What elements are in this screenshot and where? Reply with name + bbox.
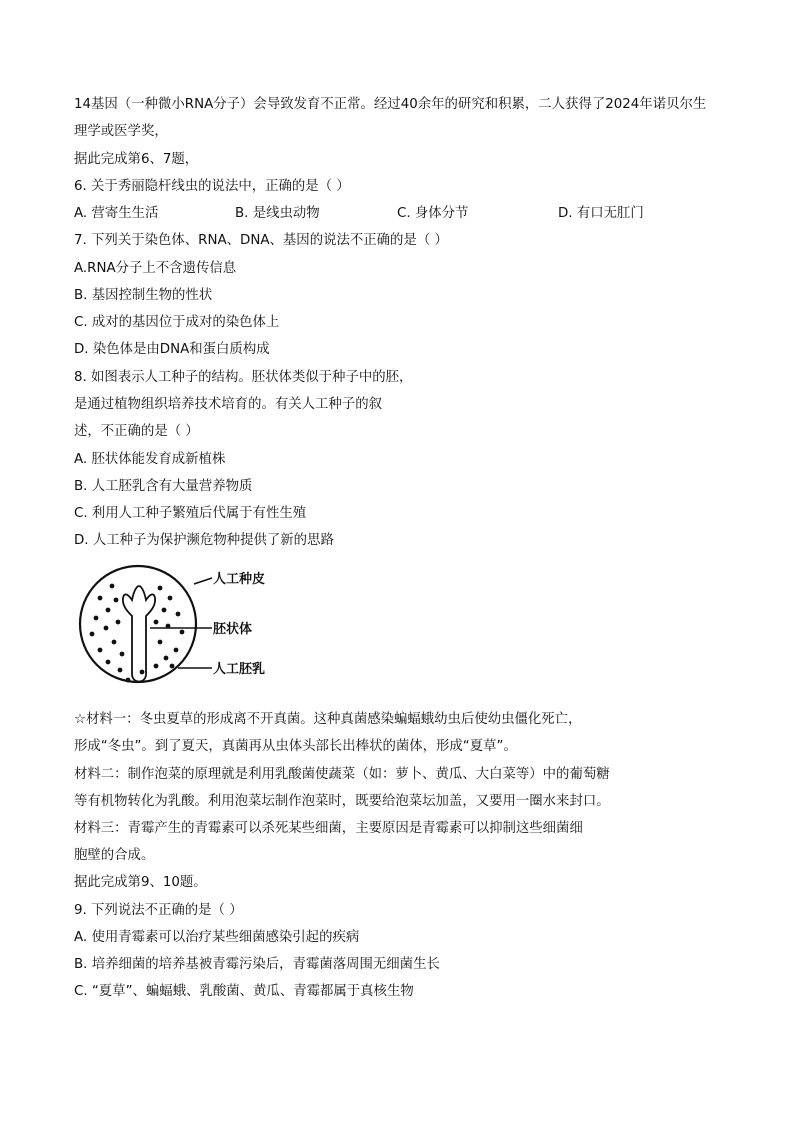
endosperm-dot	[162, 608, 167, 613]
q6-option-b: B. 是线虫动物	[235, 206, 320, 221]
endosperm-dot	[98, 648, 103, 653]
q8-option-a: A. 胚状体能发育成新植株	[74, 452, 226, 467]
endosperm-dot	[158, 640, 163, 645]
endosperm-dot	[164, 656, 169, 661]
q6-stem: 6. 关于秀丽隐杆线虫的说法中，正确的是（ ）	[74, 179, 350, 194]
q7-option-b: B. 基因控制生物的性状	[74, 288, 213, 303]
material-1-line-2: 形成“冬虫”。到了夏天，真菌再从虫体头部长出棒状的菌体，形成“夏草”。	[74, 739, 517, 754]
material-3-line-1: 材料三：青霉产生的青霉素可以杀死某些细菌，主要原因是青霉素可以抑制这些细菌细	[74, 821, 583, 836]
endosperm-dot	[158, 586, 163, 591]
endosperm-dot	[174, 648, 179, 653]
endosperm-dot	[118, 668, 123, 673]
embryoid-shape	[123, 586, 155, 682]
endosperm-dot	[114, 598, 119, 603]
endosperm-dot	[116, 620, 121, 625]
intro-line-3: 据此完成第6、7题，	[74, 152, 199, 167]
endosperm-dot	[110, 584, 115, 589]
endosperm-dot	[98, 596, 103, 601]
seed-coat-circle	[80, 566, 196, 682]
endosperm-dot	[170, 664, 175, 669]
materials-lead: 据此完成第9、10题。	[74, 875, 207, 890]
endosperm-dot	[104, 626, 109, 631]
q7-option-d: D. 染色体是由DNA和蛋白质构成	[74, 342, 270, 357]
q8-option-d: D. 人工种子为保护濒危物种提供了新的思路	[74, 533, 334, 548]
q8-option-c: C. 利用人工种子繁殖后代属于有性生殖	[74, 506, 307, 521]
endosperm-dot	[106, 660, 111, 665]
q8-stem-1: 8. 如图表示人工种子的结构。胚状体类似于种子中的胚，	[74, 370, 413, 385]
q7-option-a: A.RNA分子上不含遗传信息	[74, 261, 237, 276]
material-1-line-1: ☆材料一：冬虫夏草的形成离不开真菌。这种真菌感染蝙蝠蛾幼虫后使幼虫僵化死亡，	[74, 712, 582, 727]
q7-stem: 7. 下列关于染色体、RNA、DNA、基因的说法不正确的是（ ）	[74, 233, 448, 248]
endosperm-dot	[176, 612, 181, 617]
artificial-seed-figure	[72, 562, 292, 702]
endosperm-dot	[94, 616, 99, 621]
endosperm-dot	[126, 678, 131, 683]
q8-stem-3: 述，不正确的是（ ）	[74, 424, 199, 439]
q6-option-d: D. 有口无肛门	[558, 206, 644, 221]
q9-option-c: C. “夏草”、蝙蝠蛾、乳酸菌、黄瓜、青霉都属于真核生物	[74, 984, 414, 999]
q9-option-a: A. 使用青霉素可以治疗某些细菌感染引起的疾病	[74, 930, 360, 945]
q9-stem: 9. 下列说法不正确的是（ ）	[74, 903, 243, 918]
material-2-line-1: 材料二：制作泡菜的原理就是利用乳酸菌使蔬菜（如：萝卜、黄瓜、大白菜等）中的葡萄糖	[74, 767, 610, 782]
material-2-line-2: 等有机物转化为乳酸。利用泡菜坛制作泡菜时，既要给泡菜坛加盖，又要用一圈水来封口。	[74, 794, 610, 809]
label-artificial-endosperm: 人工胚乳	[213, 662, 266, 677]
q8-option-b: B. 人工胚乳含有大量营养物质	[74, 479, 253, 494]
endosperm-dot	[112, 640, 117, 645]
endosperm-dot	[106, 608, 111, 613]
endosperm-dot	[154, 664, 159, 669]
endosperm-dots	[90, 584, 185, 683]
intro-line-1: 14基因（一种微小RNA分子）会导致发育不正常。经过40余年的研究和积累，二人获得了2024年诺贝尔生	[74, 97, 707, 112]
label-artificial-seed-coat: 人工种皮	[213, 572, 266, 587]
endosperm-dot	[168, 596, 173, 601]
q6-option-c: C. 身体分节	[397, 206, 469, 221]
label-embryoid: 胚状体	[213, 622, 253, 637]
endosperm-dot	[154, 620, 159, 625]
endosperm-dot	[140, 670, 145, 675]
endosperm-dot	[120, 652, 125, 657]
q9-option-b: B. 培养细菌的培养基被青霉污染后，青霉菌落周围无细菌生长	[74, 957, 440, 972]
material-3-line-2: 胞壁的合成。	[74, 848, 155, 863]
leader-line-coat	[194, 578, 212, 584]
endosperm-dot	[180, 630, 185, 635]
q7-option-c: C. 成对的基因位于成对的染色体上	[74, 315, 280, 330]
q6-option-a: A. 营寄生生活	[74, 206, 159, 221]
q8-stem-2: 是通过植物组织培养技术培育的。有关人工种子的叙	[74, 397, 382, 412]
intro-line-2: 理学或医学奖，	[74, 124, 168, 139]
endosperm-dot	[90, 632, 95, 637]
